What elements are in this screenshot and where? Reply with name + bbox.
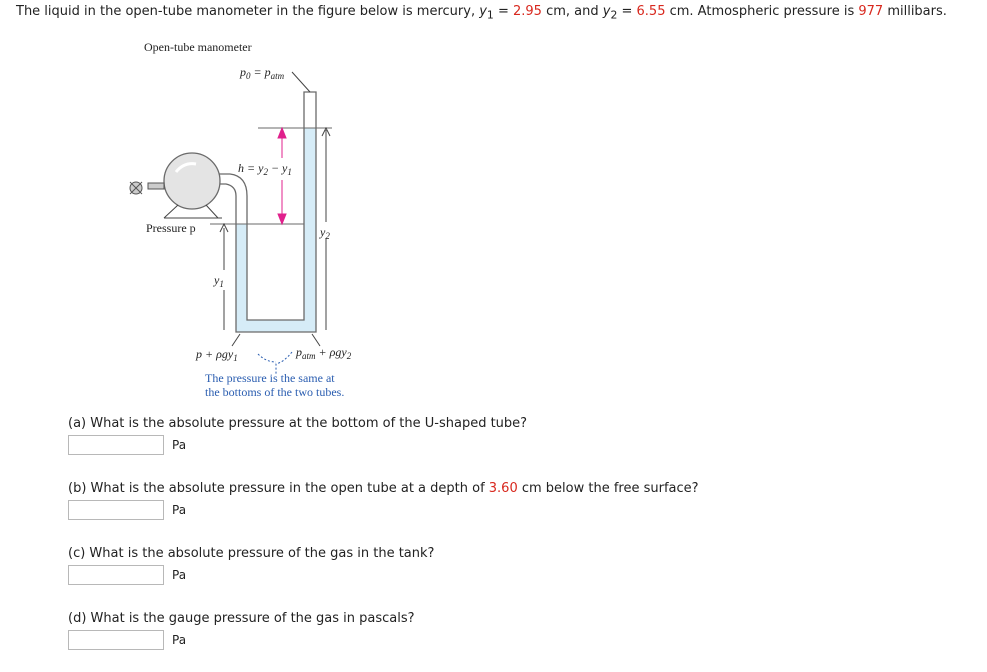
question-b-text-a: (b) What is the absolute pressure in the open tube at a depth of xyxy=(68,481,489,496)
y1-symbol: y xyxy=(479,4,487,19)
answer-c-input[interactable] xyxy=(68,565,164,585)
left-bottom-pressure: p + ρgy$_1$ xyxy=(196,347,238,363)
y1-figure-label: $y_1$ xyxy=(214,273,224,289)
right-bottom-pressure: $p_{atm} + \rho gy_2$ xyxy=(296,345,352,361)
unit-a: Pa xyxy=(172,438,187,452)
prompt-text-3: cm. Atmospheric pressure is xyxy=(665,4,859,19)
prompt-text-1: The liquid in the open-tube manometer in the figure below is mercury, xyxy=(16,4,480,19)
pressure-p-label: Pressure p xyxy=(146,221,196,235)
p0-label: $p_0 = p_{atm}$ xyxy=(240,65,285,81)
answer-a-input[interactable] xyxy=(68,435,164,455)
h-arrow xyxy=(278,128,286,224)
prompt-equals-2: = xyxy=(617,4,637,19)
y2-subscript: 2 xyxy=(610,8,618,22)
y1-dimension xyxy=(220,224,228,330)
p0-pointer xyxy=(292,72,310,92)
answer-b-input[interactable] xyxy=(68,500,164,520)
y2-symbol: y xyxy=(602,4,611,19)
depth-value: 3.60 xyxy=(488,481,518,496)
left-bottom-pointer xyxy=(232,334,240,346)
answer-d-input[interactable] xyxy=(68,630,164,650)
unit-c: Pa xyxy=(172,568,187,582)
prompt-text-2: cm, and xyxy=(541,4,603,19)
question-a: (a) What is the absolute pressure at the bottom of the U-shaped tube? xyxy=(68,416,528,431)
valve-icon xyxy=(130,182,164,194)
unit-b: Pa xyxy=(172,503,187,517)
y1-value: 2.95 xyxy=(512,4,542,19)
note-line-2: the bottoms of the two tubes. xyxy=(205,385,345,399)
question-c: (c) What is the absolute pressure of the gas in the tank? xyxy=(68,546,435,561)
prompt-equals-1: = xyxy=(493,4,513,19)
y2-figure-label: $y_2$ xyxy=(320,225,330,241)
figure-title: Open-tube manometer xyxy=(144,40,252,54)
y2-value: 6.55 xyxy=(636,4,666,19)
gas-tank xyxy=(164,153,222,218)
atmospheric-pressure-value: 977 xyxy=(858,4,884,19)
note-pointer-left xyxy=(258,354,276,362)
prompt-text-4: millibars. xyxy=(883,4,947,19)
y1-subscript: 1 xyxy=(486,8,494,22)
note-line-1: The pressure is the same at xyxy=(205,371,335,385)
question-b-text-b: cm below the free surface? xyxy=(517,481,699,496)
question-d: (d) What is the gauge pressure of the gas in pascals? xyxy=(68,611,415,626)
question-b xyxy=(68,481,699,496)
unit-d: Pa xyxy=(172,633,187,647)
h-label: $h = y_2 - y_1$ xyxy=(238,161,292,177)
